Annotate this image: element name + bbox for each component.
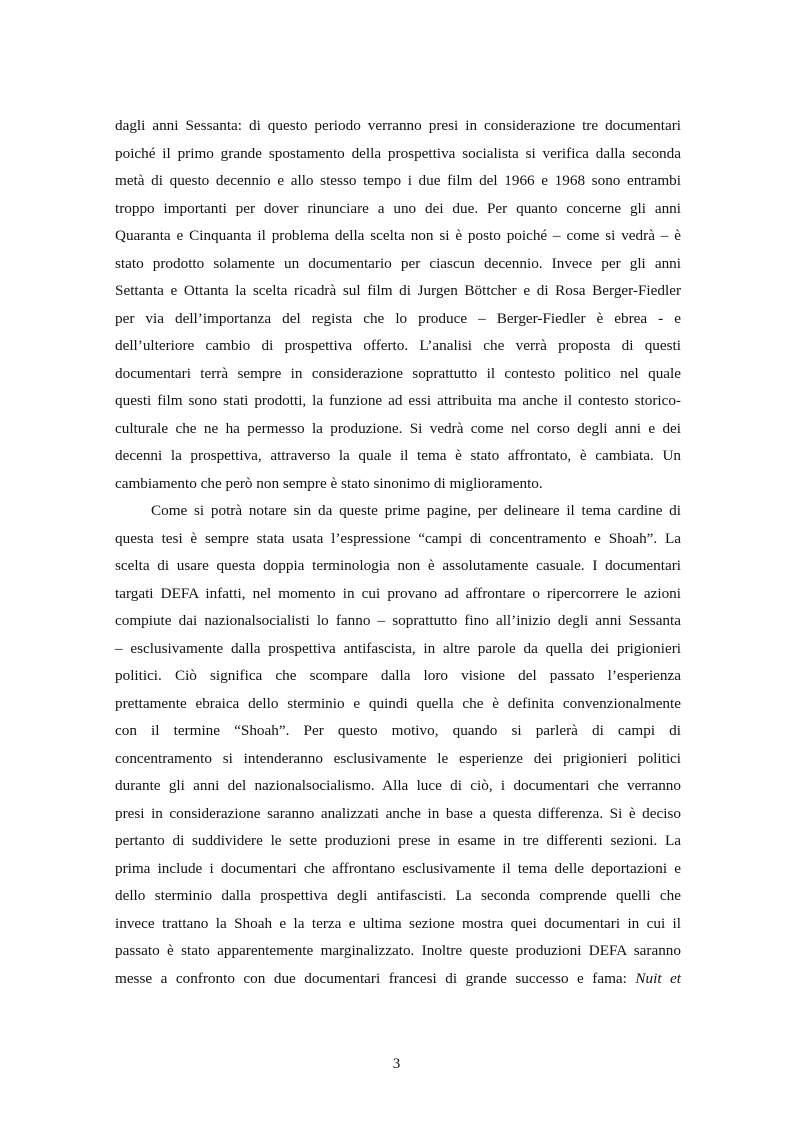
text-line-23: con il termine “Shoah”. Per questo motivo, quando si parlerà di campi di: [115, 722, 681, 739]
body-text: [115, 112, 681, 992]
text-line-26: presi in considerazione saranno analizzati anche in base a questa differenza. Si è deciso: [115, 804, 681, 822]
text-line-30: invece trattano la Shoah e la terza e ultima sezione mostra quei documentari in cui il: [115, 914, 681, 932]
text-line-12: culturale che ne ha permesso la produzione. Si vedrà come nel corso degli anni e dei: [115, 419, 681, 437]
text-line-6: stato prodotto solamente un documentario per ciascun decennio. Invece per gli anni: [115, 254, 681, 272]
text-line-14: cambiamento che però non sempre è stato sinonimo di miglioramento.: [115, 474, 543, 492]
text-line-5: Quaranta e Cinquanta il problema della scelta non si è posto poiché – come si vedrà – è: [115, 227, 681, 244]
text-line-22: prettamente ebraica dello sterminio e quindi quella che è definita convenzionalmente: [115, 694, 681, 712]
final-line-text: messe a confronto con due documentari francesi di grande successo e fama:: [115, 969, 627, 987]
text-line-32: [115, 965, 681, 993]
text-line-4: troppo importanti per dover rinunciare a uno dei due. Per quanto concerne gli anni: [115, 199, 681, 217]
text-line-17: scelta di usare questa doppia terminologia non è assolutamente casuale. I documentari: [115, 557, 681, 574]
text-line-31: passato è stato apparentemente marginalizzato. Inoltre queste produzioni DEFA saranno: [115, 942, 681, 959]
text-line-9: dell’ulteriore cambio di prospettiva offerto. L’analisi che verrà proposta di questi: [115, 337, 681, 354]
text-line-15: Come si potrà notare sin da queste prime pagine, per delineare il tema cardine di: [151, 502, 681, 519]
text-line-2: poiché il primo grande spostamento della prospettiva socialista si verifica dalla seconda: [115, 144, 681, 162]
film-title-italic: Nuit et: [635, 969, 682, 987]
text-line-3: metà di questo decennio e allo stesso tempo i due film del 1966 e 1968 sono entrambi: [115, 172, 681, 189]
text-line-25: durante gli anni del nazionalsocialismo. Alla luce di ciò, i documentari che verranno: [115, 777, 681, 794]
text-line-27: pertanto di suddividere le sette produzioni prese in esame in tre differenti sezioni. La: [115, 832, 681, 849]
text-line-13: decenni la prospettiva, attraverso la quale il tema è stato affrontato, è cambiata. Un: [115, 447, 681, 464]
text-line-16: questa tesi è sempre stata usata l’espressione “campi di concentramento e Shoah”. La: [115, 529, 681, 547]
text-line-18: targati DEFA infatti, nel momento in cui provano ad affrontare o ripercorrere le azioni: [115, 584, 681, 602]
text-line-7: Settanta e Ottanta la scelta ricadrà sul film di Jurgen Böttcher e di Rosa Berger-Fiedler: [115, 282, 681, 299]
text-line-28: prima include i documentari che affrontano esclusivamente il tema delle deportazioni e: [115, 859, 681, 877]
text-line-24: concentramento si intenderanno esclusivamente le esperienze dei prigionieri politici: [115, 749, 681, 767]
text-line-20: – esclusivamente dalla prospettiva antifascista, in altre parole da quella dei prigionieri: [115, 639, 681, 657]
text-line-19: compiute dai nazionalsocialisti lo fanno – soprattutto fino all’inizio degli anni Sessanta: [115, 612, 681, 629]
text-line-1: dagli anni Sessanta: di questo periodo verranno presi in considerazione tre documentari: [115, 117, 681, 134]
text-line-10: documentari terrà sempre in considerazione soprattutto il contesto politico nel quale: [115, 364, 681, 382]
text-line-11: questi film sono stati prodotti, la funzione ad essi attribuita ma anche il contesto storico-: [115, 392, 681, 409]
text-line-8: per via dell’importanza del regista che lo produce – Berger-Fiedler è ebrea - e: [115, 309, 681, 327]
page-number: 3: [392, 1056, 401, 1072]
text-line-29: dello sterminio dalla prospettiva degli antifascisti. La seconda comprende quelli che: [115, 887, 681, 904]
text-line-21: politici. Ciò significa che scompare dalla loro visione del passato l’esperienza: [115, 667, 681, 684]
